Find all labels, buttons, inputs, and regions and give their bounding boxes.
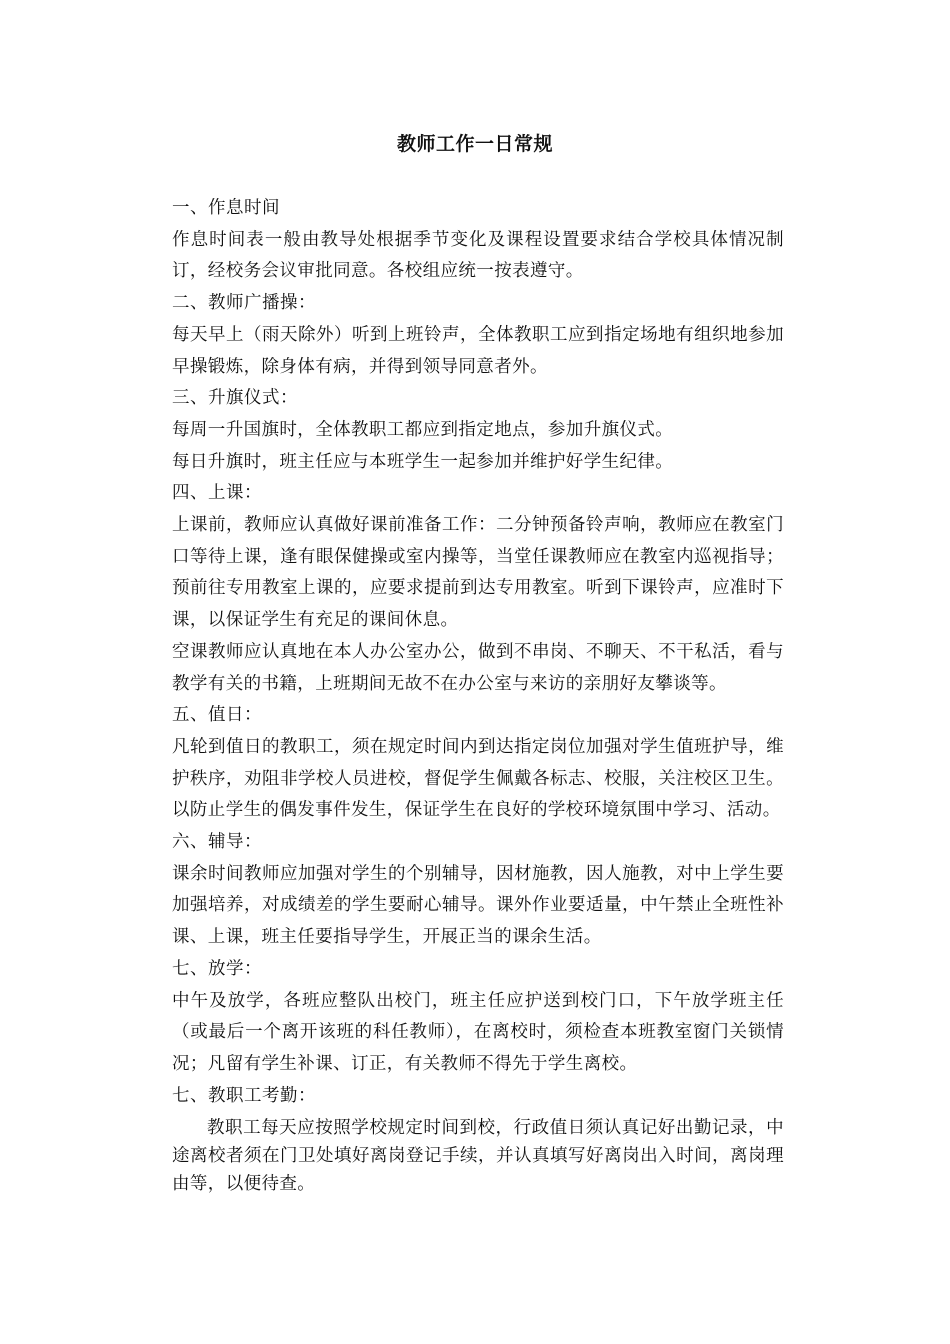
document-body: [172, 193, 784, 1198]
section-heading-dismissal: 七、放学：: [172, 958, 262, 979]
section-heading-attendance: 七、教职工考勤：: [172, 1085, 316, 1106]
section-heading-duty: 五、值日：: [172, 705, 262, 726]
section-heading-exercise: 二、教师广播操：: [172, 293, 316, 314]
section-paragraph: 每日升旗时，班主任应与本班学生一起参加并维护好学生纪律。: [172, 451, 674, 472]
section-heading-tutoring: 六、辅导：: [172, 832, 262, 853]
section-heading-flag-ceremony: 三、升旗仪式：: [172, 388, 298, 409]
section-heading-schedule: 一、作息时间: [172, 198, 280, 218]
section-paragraph: 每天早上（雨天除外）听到上班铃声，全体教职工应到指定场地有组织地参加早操锻炼，除身体有病，并得到领导同意者外。: [172, 324, 784, 377]
section-paragraph: 中午及放学，各班应整队出校门，班主任应护送到校门口，下午放学班主任（或最后一个离开该班的科任教师），在离校时，须检查本班教室窗门关锁情况；凡留有学生补课、订正，有关教师不得先于学生离校。: [172, 990, 784, 1074]
section-paragraph: 教职工每天应按照学校规定时间到校，行政值日须认真记好出勤记录，中途离校者须在门卫处填好离岗登记手续，并认真填写好离岗出入时间，离岗理由等，以便待查。: [172, 1118, 784, 1195]
document-title: 教师工作一日常规: [396, 133, 553, 155]
section-paragraph: 作息时间表一般由教导处根据季节变化及课程设置要求结合学校具体情况制订，经校务会议审批同意。各校组应统一按表遵守。: [172, 229, 784, 282]
section-paragraph: 课余时间教师应加强对学生的个别辅导，因材施教，因人施教，对中上学生要加强培养，对成绩差的学生要耐心辅导。课外作业要适量，中午禁止全班性补课、上课，班主任要指导学生，开展正当的课余生活。: [172, 863, 784, 948]
section-heading-class: 四、上课：: [172, 483, 262, 504]
section-paragraph: 空课教师应认真地在本人办公室办公，做到不串岗、不聊天、不干私活，看与教学有关的书籍，上班期间无故不在办公室与来访的亲朋好友攀谈等。: [172, 641, 784, 694]
section-paragraph: 凡轮到值日的教职工，须在规定时间内到达指定岗位加强对学生值班护导，维护秩序，劝阻非学校人员进校，督促学生佩戴各标志、校服，关注校区卫生。以防止学生的偶发事件发生，保证学生在良好的学校环境氛围中学习、活动。: [172, 736, 784, 821]
section-paragraph: 每周一升国旗时，全体教职工都应到指定地点，参加升旗仪式。: [172, 419, 674, 440]
section-paragraph: 上课前，教师应认真做好课前准备工作：二分钟预备铃声响，教师应在教室门口等待上课，逢有眼保健操或室内操等，当堂任课教师应在教室内巡视指导；预前往专用教室上课的，应要求提前到达专用教室。听到下课铃声，应准时下课，以保证学生有充足的课间休息。: [172, 515, 784, 631]
